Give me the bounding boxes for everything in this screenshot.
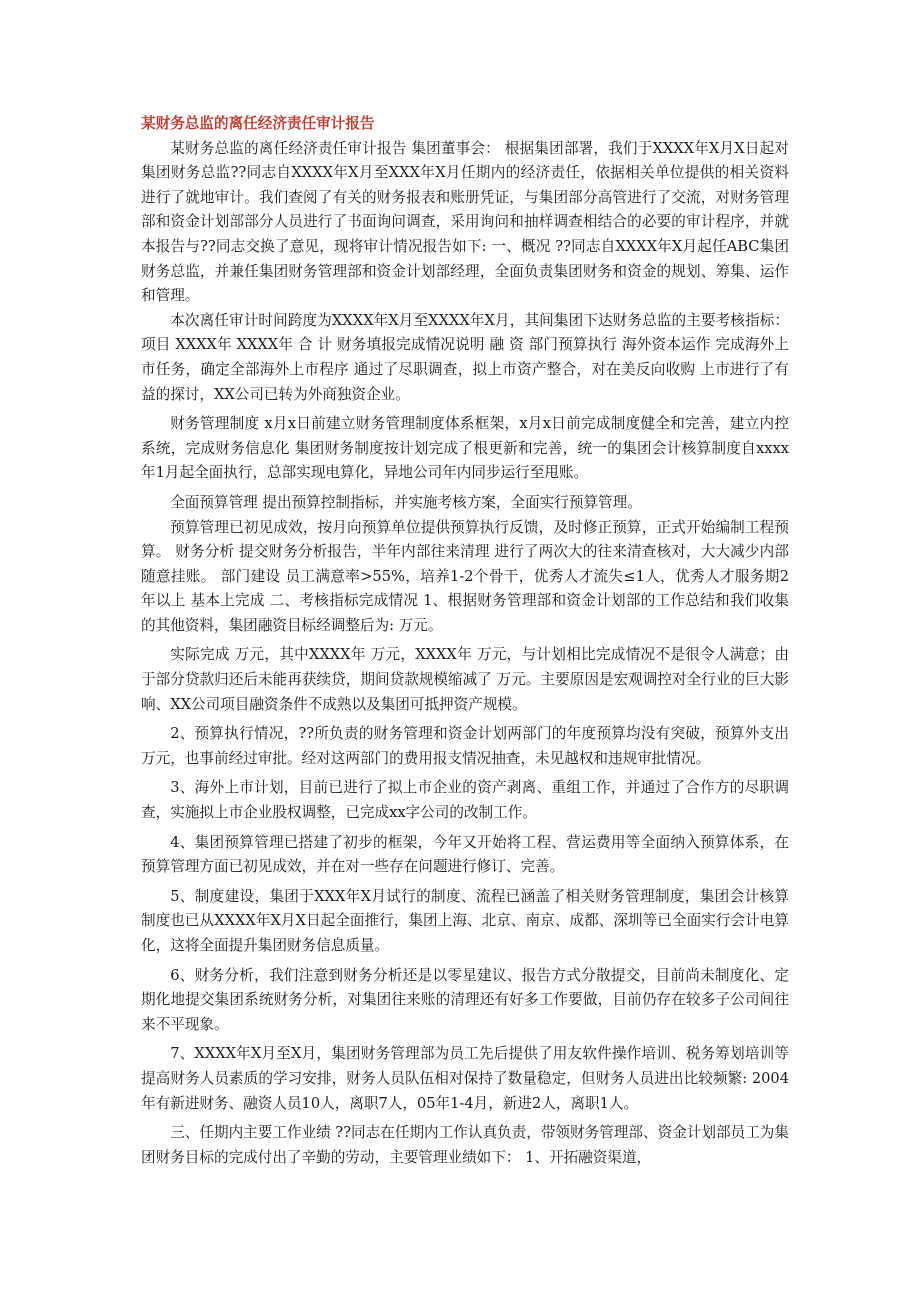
paragraph-item-7: 7、XXXX年X月至X月，集团财务管理部为员工先后提供了用友软件操作培训、税务筹划培训等提高财务人员素质的学习安排，财务人员队伍相对保持了数量稳定，但财务人员进出比较频繁: 2004年有新进财务、融资人员10人，离职7人，05年1-4月，新进2人，离职1人。: [141, 1045, 789, 1112]
document-title: 某财务总监的离任经济责任审计报告: [141, 115, 375, 132]
paragraph-budget-management: 全面预算管理 提出预算控制指标，并实施考核方案，全面实行预算管理。: [170, 493, 642, 511]
paragraph-item-4: 4、集团预算管理已搭建了初步的框架，今年又开始将工程、营运费用等全面纳入预算体系，在预算管理方面已初见成效，并在对一些存在问题进行修订、完善。: [141, 833, 789, 876]
paragraph-actual-completion: 实际完成 万元，其中XXXX年 万元，XXXX年 万元，与计划相比完成情况不是很令人满意；由于部分贷款归还后未能再获续贷，期间贷款规模缩减了 万元。主要原因是宏观调控对全行业的巨大影响、XX公司项目融资条件不成熟以及集团可抵押资产规模。: [141, 646, 789, 713]
paragraph-item-2: 2、预算执行情况，??所负责的财务管理和资金计划两部门的年度预算均没有突破，预算外支出 万元，也事前经过审批。经对这两部门的费用报支情况抽查，未见越权和违规审批情况。: [141, 725, 789, 767]
paragraph-section-3: 三、任期内主要工作业绩 ??同志在任期内工作认真负责，带领财务管理部、资金计划部员工为集团财务目标的完成付出了辛勤的劳动，主要管理业绩如下： 1、开拓融资渠道，: [141, 1124, 789, 1166]
paragraph-assessment-indicators: 本次离任审计时间跨度为XXXX年X月至XXXX年X月，其间集团下达财务总监的主要考核指标： 项目 XXXX年 XXXX年 合 计 财务填报完成情况说明 融 资 部门预算执行 海外资本运作 完成海外上市任务，确定全部海外上市程序 通过了尽职调查，拟上市资产整合，对在美反向收购 上市进行了有益的探讨，XX公司已转为外商独资企业。: [141, 311, 789, 403]
paragraph-item-3: 3、海外上市计划，目前已进行了拟上市企业的资产剥离、重组工作，并通过了合作方的尽职调查，实施拟上市企业股权调整，已完成xx字公司的改制工作。: [141, 779, 789, 822]
paragraph-budget-results: 预算管理已初见成效，按月向预算单位提供预算执行反馈，及时修正预算，正式开始编制工程预算。 财务分析 提交财务分析报告，半年内部往来清理 进行了两次大的往来清查核对，大大减少内部随意挂账。 部门建设 员工满意率>55%，培养1-2个骨干，优秀人才流失≤1人，优秀人才服务期2年以上 基本上完成 二、考核指标完成情况 1、根据财务管理部和资金计划部的工作总结和我们收集的其他资料，集团融资目标经调整后为: 万元。: [141, 518, 789, 634]
paragraph-item-5: 5、制度建设，集团于XXX年X月试行的制度、流程已涵盖了相关财务管理制度，集团会计核算制度也已从XXXX年X月X日起全面推行，集团上海、北京、南京、成都、深圳等已全面实行会计电算化，这将全面提升集团财务信息质量。: [141, 887, 789, 954]
paragraph-financial-system: 财务管理制度 x月x日前建立财务管理制度体系框架，x月x日前完成制度健全和完善，建立内控系统，完成财务信息化 集团财务制度按计划完成了根更新和完善，统一的集团会计核算制度自xxxx年1月起全面执行，总部实现电算化，异地公司年内同步运行至甩账。: [141, 415, 789, 482]
paragraph-intro: 某财务总监的离任经济责任审计报告 集团董事会： 根据集团部署，我们于XXXX年X月X日起对集团财务总监??同志自XXXX年X月至XXX年X月任期内的经济责任，依据相关单位提供的相关资料进行了就地审计。我们查阅了有关的财务报表和账册凭证，与集团部分高管进行了交流，对财务管理部和资金计划部部分人员进行了书面询问调查，采用询问和抽样调查相结合的必要的审计程序，并就本报告与??同志交换了意见，现将审计情况报告如下: 一、概况 ??同志自XXXX年X月起任ABC集团财务总监，并兼任集团财务管理部和资金计划部经理，全面负责集团财务和资金的规划、筹集、运作和管理。: [141, 139, 789, 305]
paragraph-item-6: 6、财务分析，我们注意到财务分析还是以零星建议、报告方式分散提交，目前尚未制度化、定期化地提交集团系统财务分析，对集团往来账的清理还有好多工作要做，目前仍存在较多子公司间往来不平现象。: [141, 966, 789, 1033]
document-page: [141, 112, 789, 1175]
